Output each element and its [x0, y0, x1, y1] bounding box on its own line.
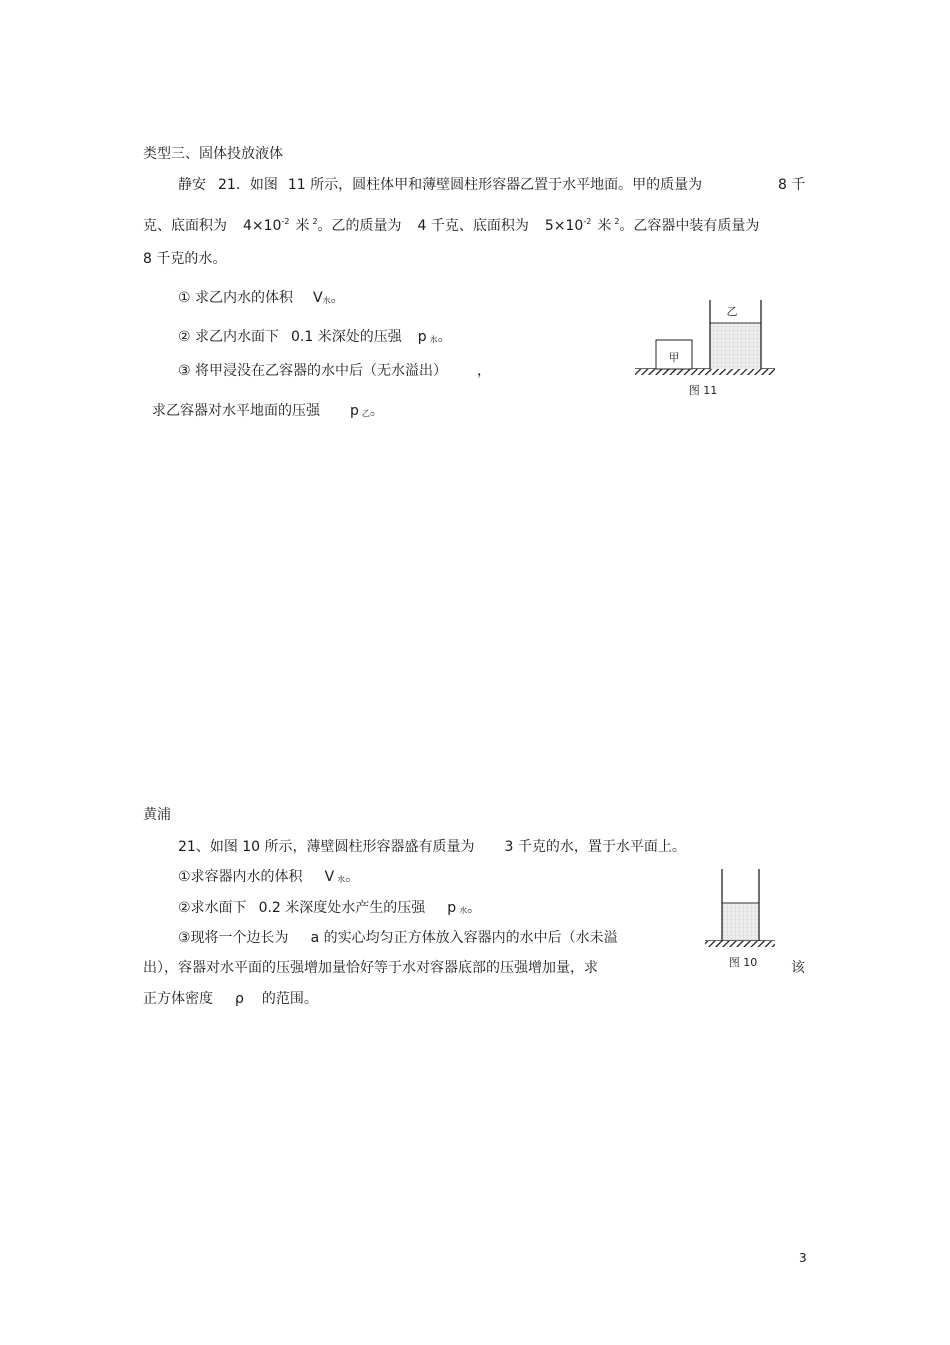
container-yi — [710, 300, 761, 369]
section-title-text: 类型三、固体投放液体 — [143, 146, 283, 162]
p2-q1-var: V — [324, 869, 335, 885]
p1-question-1 — [178, 289, 345, 310]
p2-question-3-final — [143, 990, 318, 1008]
cylinder-jia — [656, 340, 692, 369]
p1-line3-text: 8 千克的水。 — [143, 251, 227, 267]
p2-q2-var: p — [447, 900, 457, 916]
label-jia: 甲 — [668, 351, 680, 364]
p2-q3c-text: 正方体密度 — [143, 991, 213, 1007]
p1-line1-end — [778, 176, 805, 194]
p2-question-3-cont-end — [791, 959, 805, 977]
p1-q3b-end: 。 — [369, 403, 384, 419]
p2-district — [143, 806, 171, 824]
figure-11-caption: 图 11 — [688, 384, 718, 397]
p1-q1-end: 。 — [330, 290, 345, 306]
section-title — [143, 145, 283, 163]
figure-10-caption: 图 10 — [728, 956, 758, 969]
p1-l2-c: 米 — [295, 218, 310, 234]
p2-l1-b: 3 千克的水，置于水平面上。 — [504, 839, 686, 855]
label-yi: 乙 — [726, 305, 738, 318]
p2-q3-text-b: a 的实心均匀正方体放入容器内的水中后（水未溢 — [310, 930, 618, 946]
p1-q3b-sub: 乙 — [361, 409, 370, 418]
p2-q1-end: 。 — [345, 869, 360, 885]
p1-q1-var: V — [313, 290, 323, 306]
p2-question-3-cont — [143, 959, 598, 977]
p1-l2-f: 5×10 — [544, 218, 584, 234]
p2-q3b-end: 该 — [791, 960, 805, 976]
p1-l2-g-sup: 2 — [614, 217, 620, 226]
p1-l2-c-sup: 2 — [312, 217, 318, 226]
p1-text: 11 所示，圆柱体甲和薄壁圆柱形容器乙置于水平地面。甲的质量为 — [287, 177, 703, 193]
p1-question-3-cont — [152, 402, 384, 423]
p1-q3b-text: 求乙容器对水平地面的压强 — [152, 403, 320, 419]
p2-question-2 — [178, 899, 481, 920]
p1-q2-depth: 0.1 米深处的压强 — [291, 329, 402, 345]
container-10 — [722, 869, 759, 941]
p2-l1-a: 21、如图 10 所示，薄壁圆柱形容器盛有质量为 — [178, 839, 475, 855]
p2-q1-text: ①求容器内水的体积 — [178, 869, 303, 885]
p2-q2-text: ②求水面下 — [178, 900, 247, 916]
p2-question-3 — [178, 929, 618, 947]
p2-q2-end: 。 — [467, 900, 482, 916]
p2-q3c-rho: ρ — [235, 991, 244, 1007]
p1-q2-sub: 水 — [429, 335, 438, 344]
p1-l2-b: 4×10 — [243, 218, 282, 234]
p1-number: 21．如图 — [218, 177, 278, 193]
p1-line2 — [143, 213, 759, 235]
figure-10 — [703, 867, 783, 972]
p2-district-text: 黄浦 — [143, 807, 171, 823]
p1-l2-e: 4 千克、底面积为 — [417, 218, 529, 234]
p1-line3 — [143, 250, 226, 268]
p1-q3-comma: ， — [477, 363, 491, 379]
p2-question-1 — [178, 868, 359, 889]
p2-q3c-end: 的范围。 — [261, 991, 318, 1007]
p1-q3b-var: p — [350, 403, 359, 419]
p2-q2-depth: 0.2 米深度处水产生的压强 — [258, 900, 426, 916]
p1-text-end: 8 千 — [778, 177, 806, 193]
p1-q1-text: ① 求乙内水的体积 — [178, 290, 294, 306]
p2-q1-sub: 水 — [337, 875, 346, 884]
p1-q2-end: 。 — [437, 329, 452, 345]
page-number-text: 3 — [799, 1251, 807, 1265]
p1-line1 — [178, 176, 702, 194]
p2-q3-text: ③现将一个边长为 — [178, 930, 289, 946]
p1-l2-h: 。乙容器中装有质量为 — [619, 218, 760, 234]
p1-l2-a: 克、底面积为 — [143, 218, 227, 234]
figure-11 — [633, 298, 778, 398]
ground-11 — [635, 369, 775, 375]
p1-question-3 — [178, 362, 491, 380]
p1-district: 静安 — [178, 177, 206, 193]
p1-l2-d: 。乙的质量为 — [317, 218, 402, 234]
p1-l2-b-sup: -2 — [281, 217, 290, 226]
p1-q2-text: ② 求乙内水面下 — [178, 329, 280, 345]
p1-l2-g: 米 — [597, 218, 612, 234]
p1-q2-var: p — [417, 329, 427, 345]
p2-line1 — [178, 838, 686, 856]
ground-10 — [705, 941, 775, 947]
p2-q2-sub: 水 — [459, 906, 468, 915]
p1-l2-f-sup: -2 — [583, 217, 592, 226]
p1-q3-text: ③ 将甲浸没在乙容器的水中后（无水溢出） — [178, 363, 447, 379]
p2-q3b-text: 出），容器对水平面的压强增加量恰好等于水对容器底部的压强增加量，求 — [143, 960, 598, 976]
p1-q1-sub: 水 — [322, 296, 331, 305]
page-number — [799, 1249, 807, 1267]
p1-question-2 — [178, 328, 452, 349]
